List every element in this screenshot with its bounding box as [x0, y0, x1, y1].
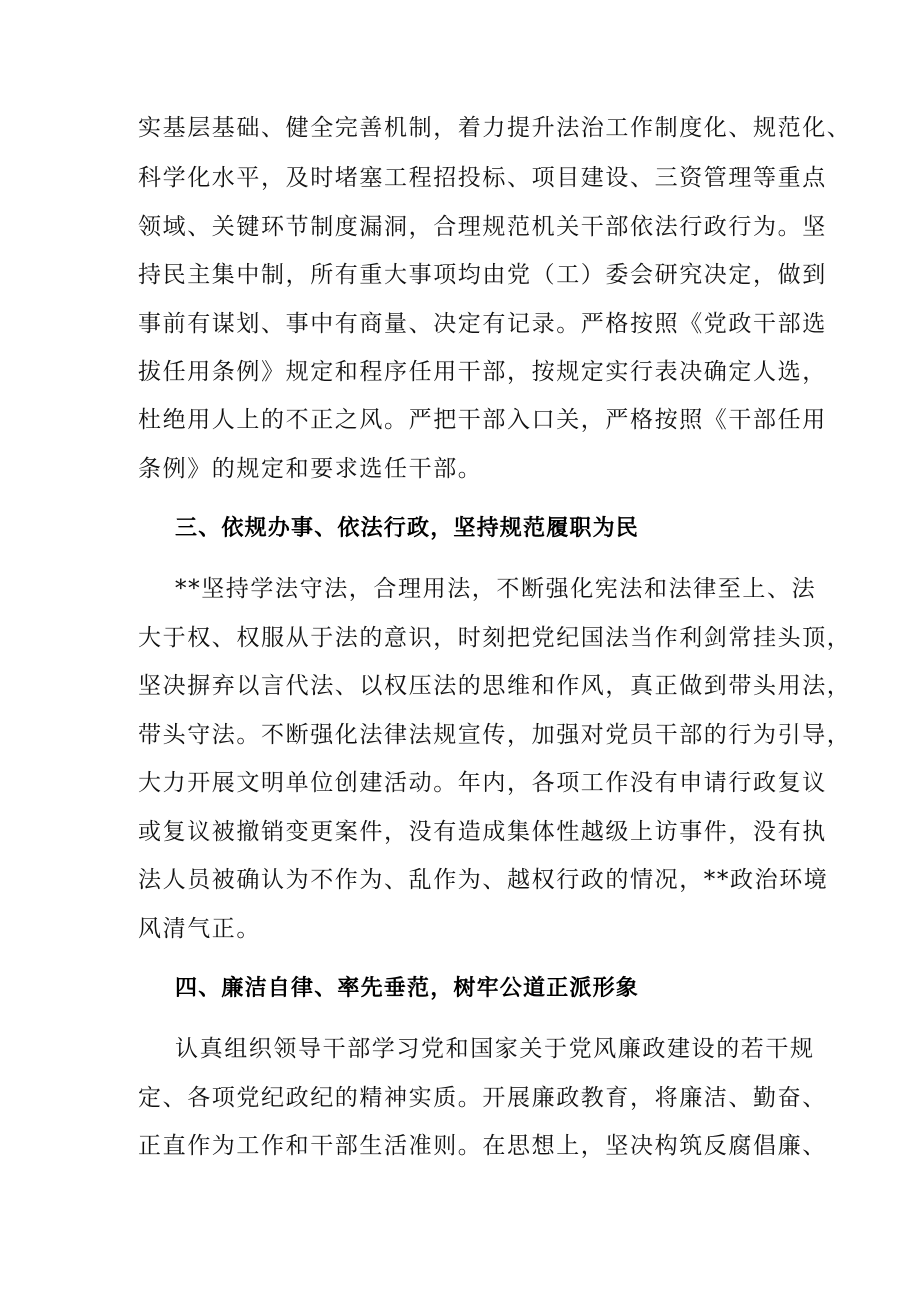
paragraph-line: **坚持学法守法，合理用法，不断强化宪法和法律至上、法: [175, 576, 817, 602]
paragraph-line: 条例》的规定和要求选任干部。: [138, 456, 483, 482]
paragraph-line: 坚决摒弃以言代法、以权压法的思维和作风，真正做到带头用法，: [138, 673, 852, 699]
paragraph-line: 领域、关键环节制度漏洞，合理规范机关干部依法行政行为。坚: [138, 214, 827, 240]
paragraph-line: 杜绝用人上的不正之风。严把干部入口关，严格按照《干部任用: [138, 407, 827, 433]
paragraph-line: 法人员被确认为不作为、乱作为、越权行政的情况，**政治环境: [138, 867, 829, 893]
paragraph-line: 定、各项党纪政纪的精神实质。开展廉政教育，将廉洁、勤奋、: [138, 1085, 827, 1111]
paragraph-line: 或复议被撤销变更案件，没有造成集体性越级上访事件，没有执: [138, 819, 827, 845]
paragraph-line: 实基层基础、健全完善机制，着力提升法治工作制度化、规范化、: [138, 115, 852, 141]
paragraph-line: 带头守法。不断强化法律法规宣传，加强对党员干部的行为引导，: [138, 722, 852, 748]
section-heading-four: 四、廉洁自律、率先垂范，树牢公道正派形象: [175, 976, 640, 1001]
paragraph-line: 拔任用条例》规定和程序任用干部，按规定实行表决确定人选，: [138, 359, 827, 385]
paragraph-line: 风清气正。: [138, 916, 261, 942]
paragraph-line: 大于权、权服从于法的意识，时刻把党纪国法当作利剑常挂头顶，: [138, 625, 852, 651]
paragraph-line: 正直作为工作和干部生活准则。在思想上，坚决构筑反腐倡廉、: [138, 1133, 827, 1159]
paragraph-line: 科学化水平，及时堵塞工程招投标、项目建设、三资管理等重点: [138, 165, 827, 191]
section-heading-three: 三、依规办事、依法行政，坚持规范履职为民: [175, 516, 640, 541]
paragraph-line: 事前有谋划、事中有商量、决定有记录。严格按照《党政干部选: [138, 311, 827, 337]
paragraph-line: 持民主集中制，所有重大事项均由党（工）委会研究决定，做到: [138, 262, 827, 288]
paragraph-line: 认真组织领导干部学习党和国家关于党风廉政建设的若干规: [175, 1036, 815, 1062]
paragraph-line: 大力开展文明单位创建活动。年内，各项工作没有申请行政复议: [138, 770, 827, 796]
